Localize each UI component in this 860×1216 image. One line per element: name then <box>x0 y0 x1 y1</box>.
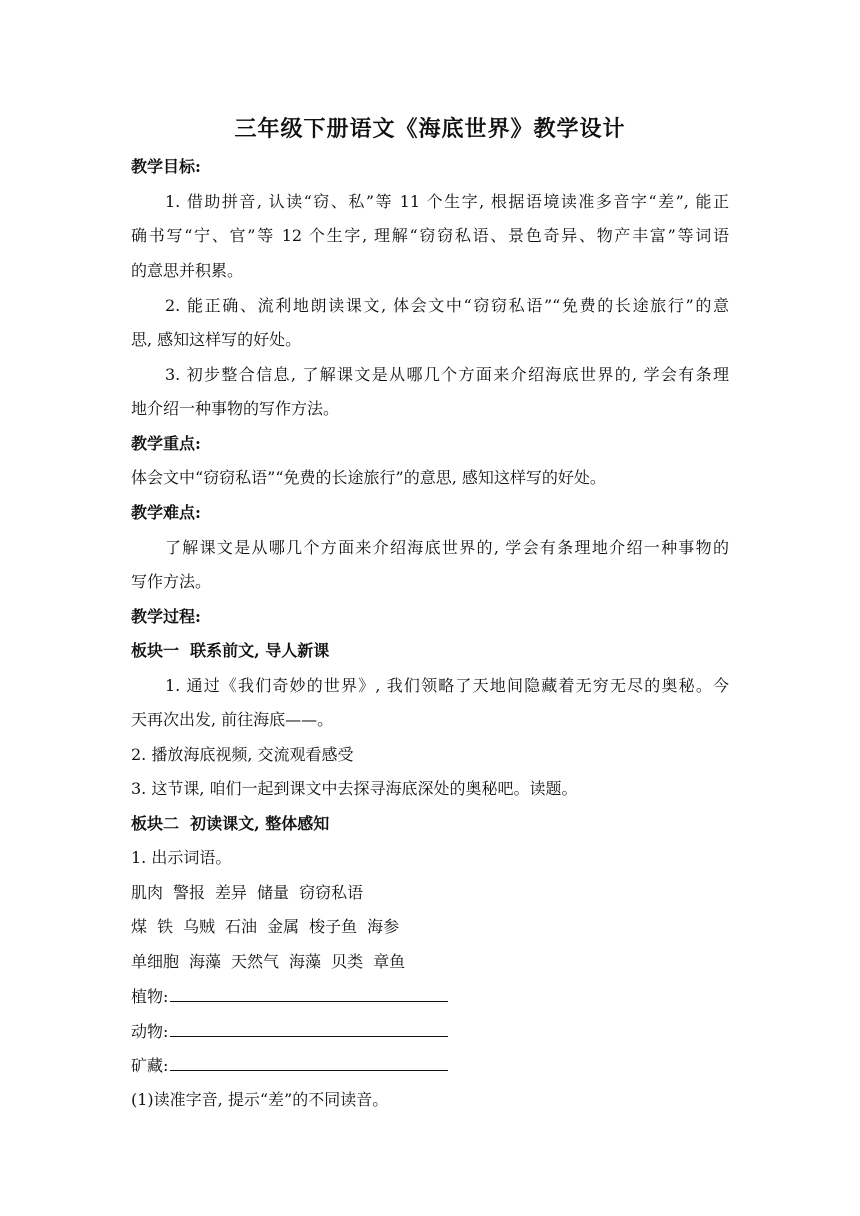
difficulty-heading: 教学难点: <box>131 503 201 522</box>
page-title: 三年级下册语文《海底世界》教学设计 <box>234 116 626 142</box>
blank-line <box>170 1014 448 1037</box>
word: 海藻 <box>189 952 222 971</box>
block1-item1-line-2: 天再次出发, 前往海底——。 <box>131 710 334 729</box>
word: 差异 <box>215 883 248 902</box>
word: 铁 <box>157 917 174 936</box>
word: 贝类 <box>331 952 364 971</box>
key-text: 体会文中“窃窃私语”“免费的长途旅行”的意思, 感知这样写的好处。 <box>131 468 606 487</box>
fill-line-animals <box>131 1014 448 1049</box>
word: 梭子鱼 <box>309 917 358 936</box>
block1-item3: 3. 这节课, 咱们一起到课文中去探寻海底深处的奥秘吧。读题。 <box>131 779 578 798</box>
block2-heading: 板块二 初读课文, 整体感知 <box>131 814 330 833</box>
goals-heading: 教学目标: <box>131 157 201 176</box>
goal-1-line-2: 确书写“宁、官”等 12 个生字, 理解“窃窃私语、景色奇异、物产丰富”等词语 <box>131 226 729 245</box>
block2-item1: 1. 出示词语。 <box>131 848 232 867</box>
word-row-3 <box>131 945 415 979</box>
block1-item2: 2. 播放海底视频, 交流观看感受 <box>131 745 354 764</box>
word: 天然气 <box>231 952 280 971</box>
word: 肌肉 <box>131 883 164 902</box>
fill-label-minerals: 矿藏: <box>131 1056 169 1075</box>
goal-3-line-2: 地介绍一种事物的写作方法。 <box>131 399 340 418</box>
word: 警报 <box>173 883 206 902</box>
goal-1-line-1: 1. 借助拼音, 认读“窃、私”等 11 个生字, 根据语境读准多音字“差”, 能正 <box>165 192 729 211</box>
goal-1-line-3: 的意思并积累。 <box>131 261 244 280</box>
word: 金属 <box>267 917 300 936</box>
fill-label-plants: 植物: <box>131 987 169 1006</box>
block1-heading: 板块一 联系前文, 导人新课 <box>131 641 330 660</box>
note-text: (1)读准字音, 提示“差”的不同读音。 <box>131 1090 389 1109</box>
blank-line <box>170 979 448 1002</box>
fill-label-animals: 动物: <box>131 1022 169 1041</box>
word: 海参 <box>367 917 400 936</box>
key-heading: 教学重点: <box>131 434 201 453</box>
blank-line <box>170 1048 448 1071</box>
goal-2-line-1: 2. 能正确、流利地朗读课文, 体会文中“窃窃私语”“免费的长途旅行”的意 <box>165 296 729 315</box>
word: 窃窃私语 <box>299 883 364 902</box>
word: 海藻 <box>289 952 322 971</box>
word: 石油 <box>225 917 258 936</box>
goal-2-line-2: 思, 感知这样写的好处。 <box>131 330 302 349</box>
difficulty-line-1: 了解课文是从哪几个方面来介绍海底世界的, 学会有条理地介绍一种事物的 <box>165 538 729 557</box>
word: 章鱼 <box>373 952 406 971</box>
word: 乌贼 <box>183 917 216 936</box>
word-row-2 <box>131 910 409 944</box>
block1-item1-line-1: 1. 通过《我们奇妙的世界》, 我们领略了天地间隐藏着无穷无尽的奥秘。今 <box>165 676 729 695</box>
fill-line-plants <box>131 979 448 1014</box>
word: 储量 <box>257 883 290 902</box>
word: 单细胞 <box>131 952 180 971</box>
fill-line-minerals <box>131 1048 448 1083</box>
word: 煤 <box>131 917 148 936</box>
process-heading: 教学过程: <box>131 607 201 626</box>
goal-3-line-1: 3. 初步整合信息, 了解课文是从哪几个方面来介绍海底世界的, 学会有条理 <box>165 365 729 384</box>
word-row-1 <box>131 876 373 910</box>
difficulty-line-2: 写作方法。 <box>131 572 212 591</box>
